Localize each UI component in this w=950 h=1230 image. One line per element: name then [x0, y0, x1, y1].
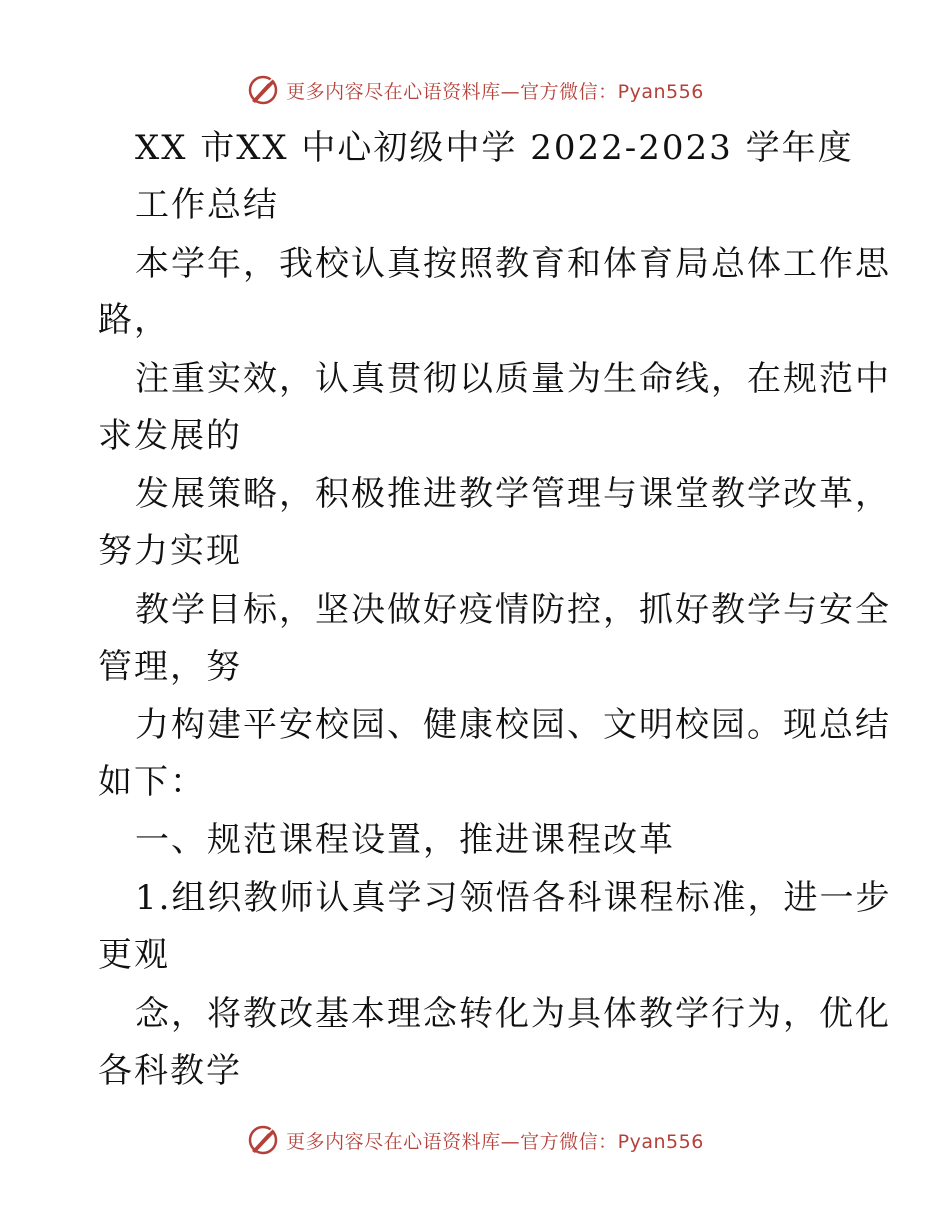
- quill-logo-icon: [246, 1123, 280, 1157]
- paragraph-line: 各科教学: [98, 1051, 242, 1091]
- watermark-banner-bottom: [0, 1120, 950, 1160]
- watermark-text: 更多内容尽在心语资料库—官方微信：Pyan556: [286, 1130, 704, 1153]
- paragraph-line: 发展策略，积极推进教学管理与课堂教学改革，: [135, 474, 891, 514]
- section-heading: 一、规范课程设置，推进课程改革: [135, 820, 675, 860]
- paragraph-line: 求发展的: [98, 416, 242, 456]
- paragraph-line: 如下：: [98, 762, 206, 802]
- document-title: XX 市XX 中心初级中学 2022-2023 学年度: [135, 128, 854, 168]
- paragraph-line: 注重实效，认真贯彻以质量为生命线，在规范中: [135, 359, 891, 399]
- watermark-text: 更多内容尽在心语资料库—官方微信：Pyan556: [286, 80, 704, 103]
- paragraph-line: 力构建平安校园、健康校园、文明校园。现总结: [135, 705, 891, 745]
- paragraph-line: 念，将教改基本理念转化为具体教学行为，优化: [135, 994, 891, 1034]
- paragraph-line: 本学年，我校认真按照教育和体育局总体工作思: [135, 244, 891, 284]
- paragraph-line: 1.组织教师认真学习领悟各科课程标准，进一步: [135, 878, 892, 918]
- paragraph-line: 管理，努: [98, 647, 242, 687]
- paragraph-line: 路，: [98, 300, 170, 340]
- paragraph-line: 更观: [98, 935, 170, 975]
- paragraph-line: 努力实现: [98, 531, 242, 571]
- document-subtitle: 工作总结: [135, 185, 279, 225]
- paragraph-line: 教学目标，坚决做好疫情防控，抓好教学与安全: [135, 590, 891, 630]
